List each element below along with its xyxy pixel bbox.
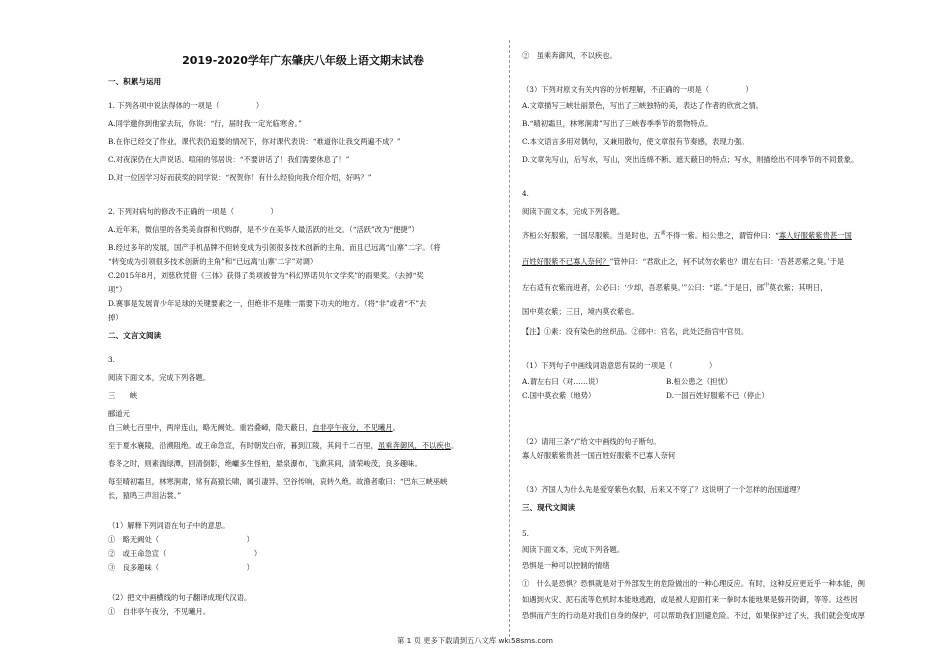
- essay-line-2: 如遇到火灾、泥石流等危机时本能地逃跑，或是被人迎面打来一拳时本能地果是躲开防御，等等。这些因: [522, 595, 858, 604]
- option-1a: A.同学邀你到他家去玩，你说：“行，届时我一定光临寒舍。”: [108, 119, 302, 128]
- question-3: 3.: [108, 355, 115, 364]
- question-3-intro: 阅读下面文本，完成下列各题。: [108, 373, 211, 382]
- text-line-4: 国中莫衣紫；三日，境内莫衣紫也。: [522, 307, 639, 316]
- option-3a: A.文章描写三峡壮丽景色，写出了三峡独特的美，表达了作者的欣赏之情。: [522, 101, 764, 110]
- passage-title: 三 峡: [108, 391, 138, 400]
- question-2: 2. 下列对病句的修改不正确的一项是（ ）: [108, 207, 278, 216]
- option-3c: C.本文语言多用对偶句，又兼用散句，使文章很有节奏感，表现力强。: [522, 137, 749, 146]
- passage-line-3: 春冬之时，则素湍绿潭，回清倒影，绝巘多生怪柏，悬泉瀑布，飞漱其间，清荣峻茂，良多趣味。: [108, 459, 422, 468]
- option-2c-line2: 项”）: [108, 285, 127, 294]
- question-1: 1. 下列各项中说法得体的一项是（ ）: [108, 101, 264, 110]
- section-heading-2: 二、文言文阅读: [108, 331, 162, 340]
- subquestion-1b: ② 或王命急宣（ ）: [108, 549, 262, 558]
- option-4c: C.国中莫衣紫（地势）: [522, 391, 596, 400]
- column-divider: [509, 40, 510, 642]
- essay-title: 恐惧是一种可以控制的情绪: [522, 561, 610, 570]
- subquestion-2: （2）把文中画横线的句子翻译成现代汉语。: [108, 593, 252, 602]
- question-5: 5.: [522, 529, 529, 538]
- text-line-3: 左右适有衣紫而进者，公必曰：‘少却，吾恶紫臭。’”公曰：“诺。”于是日，郎$^中$莫衣紫；其明日，: [522, 282, 828, 292]
- page-footer: 第 1 页 更多下载请到五八文库 wk.58sms.com: [397, 636, 553, 645]
- option-4b: B.桓公患之（担忧）: [666, 377, 733, 386]
- subquestion-3: （3）下列对原文有关内容的分析理解，不正确的一项是（ ）: [522, 85, 753, 94]
- question-5-intro: 阅读下面文本，完成下列各题。: [522, 545, 625, 554]
- subquestion-1: （1）解释下列词语在句子中的意思。: [108, 521, 230, 530]
- passage-line-5: 长，猿鸣三声泪沾裳。”: [108, 491, 182, 500]
- section-heading-1: 一、积累与运用: [108, 77, 162, 86]
- passage-author: 郦道元: [108, 409, 130, 418]
- subquestion-2b: ② 虽乘奔御风，不以疾也。: [522, 51, 617, 60]
- option-3d: D.文章先写山，后写水，写山，突出连绵不断、遮天蔽日的特点；写水，则描绘出不同季节的不同景象。: [522, 155, 859, 164]
- page-title: 2019-2020学年广东肇庆八年级上语文期末试卷: [182, 54, 424, 67]
- question-4-intro: 阅读下面文本，完成下列各题。: [522, 207, 625, 216]
- annotation-note: 【注】①素：没有染色的丝织品。②郎中：官名，此处泛指宫中官员。: [522, 327, 749, 336]
- section-heading-3: 三、现代文阅读: [522, 503, 576, 512]
- option-2b-line2: “转变成为引领很多技术创新的主角”和“已远离‘山寨’二字”对调）: [108, 257, 318, 266]
- text-line-1: 齐桓公好服紫，一国尽服紫。当是时也，五$^素$不得一紫。桓公患之，谓管仲曰：“寡人好服紫紫贵甚一国: [522, 230, 852, 240]
- option-2d-line2: 掉）: [108, 313, 123, 322]
- option-2a: A.近年来，微信里的各类美食群和代购群，是不少在美华人最活跃的社交。（“活跃”改为“便捷”）: [108, 225, 419, 234]
- passage-line-4: 每至晴初霜旦，林寒涧肃，常有高猿长啸，属引凄异，空谷传响，哀转久绝。故渔者歌曰：“巴东三峡巫峡: [108, 477, 448, 486]
- option-1b: B.在你已经交了作业，课代表仍追要的情况下，你对课代表说：“难道你让我交两遍不成？”: [108, 137, 401, 146]
- subquestion-2a: ① 自非亭午夜分，不见曦月。: [108, 607, 211, 616]
- text-line-2: 百姓好服紫不已寡人奈何？”管仲曰：“君欲止之，何不试勿衣紫也？谓左右曰：‘吾甚恶紫之臭。’于是: [522, 257, 845, 266]
- question-4: 4.: [522, 189, 529, 198]
- option-2b-line1: B.经过多年的发展，国产手机品牌不但转变成为引领很多技术创新的主角，而且已远离“山寨”二字。（将: [108, 243, 441, 252]
- option-2d-line1: D.赛事是发展青少年足球的关键要素之一，但绝非不是唯一需要下功夫的地方。（将“非”或者“不”去: [108, 299, 427, 308]
- subquestion-1c: ③ 良多趣味（ ）: [108, 563, 254, 572]
- subquestion-4-1: （1）下列句子中画线词语意思有误的一项是（ ）: [522, 361, 717, 370]
- subquestion-1a: ① 略无阙处（ ）: [108, 535, 254, 544]
- subquestion-4-2: （2）请用三条“/”给文中画线的句子断句。: [522, 437, 661, 446]
- subquestion-4-3: （3）齐国人为什么先是爱穿紫色衣服，后来又不穿了？这说明了一个怎样的治国道理？: [522, 485, 804, 494]
- option-3b: B.“晴初霜旦，林寒涧肃”写出了三峡春季季节的景物特点。: [522, 119, 713, 128]
- essay-line-3: 恐惧而产生的行动是对我们自身的保护，可以帮助我们回避危险。不过，如果保护过了头，我们就会变成厚: [522, 611, 865, 620]
- passage-line-1: 自三峡七百里中，两岸连山，略无阙处。重岩叠嶂，隐天蔽日，自非亭午夜分，不见曦月。: [108, 423, 400, 432]
- subquestion-4-2-text: 寡人好服紫紫贵甚一国百姓好服紫不已寡人奈何: [522, 451, 676, 460]
- option-4d: D.一国百姓好服紫不已（停止）: [666, 391, 769, 400]
- option-1d: D.对一位因学习好而获奖的同学说：“祝贺你！有什么经验向我介绍介绍，好吗？”: [108, 173, 372, 182]
- passage-line-2: 至于夏水襄陵，沿溯阻绝。或王命急宣，有时朝发白帝，暮到江陵，其间千二百里，虽乘奔御风，不以疾也。: [108, 441, 459, 450]
- option-2c-line1: C.2015年8月，刘慈欣凭借《三体》获得了类项被誉为“科幻界诺贝尔文学奖”的雨果奖。（去掉“奖: [108, 271, 424, 280]
- essay-line-1: ① 什么是恐惧？恐惧就是对于外部发生的危险做出的一种心理反应。有时，这种反应更近乎一种本能，例: [522, 579, 865, 588]
- option-1c: C.对夜深仍在大声说话、喧闹的邻居说：“不要讲话了！我们需要休息了！”: [108, 155, 350, 164]
- option-4a: A.谓左右曰（对……说）: [522, 377, 603, 386]
